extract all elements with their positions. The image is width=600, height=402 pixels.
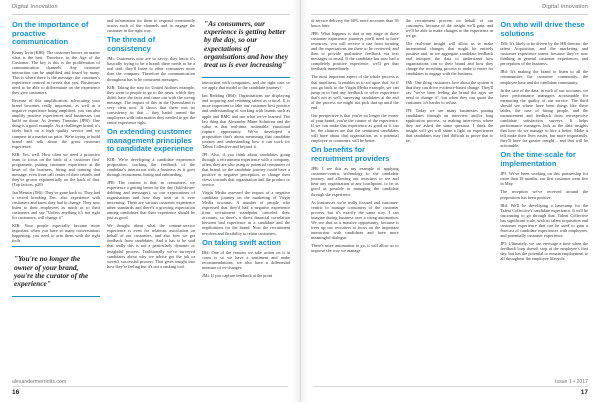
paragraph: IRd: One of the reasons we take action on it in cases is so we have a sentiment and make recommendations, we also have a differential measure of ex-changes. xyxy=(202,250,290,271)
paragraph: Ian Redding (IRd): Organisations are displaying and acquiring and retaining talent as critical. It is more important to take our customer best practice and understanding of working with brands such as apple and BMC and use what we've learned. The last thing that Alexander Mann Solutions and the value is that real-time, actionable, emotional capture opportunity. We've developed a proposition that's about measuring that candidate journey and understanding how it can work for Talent Collective and beyond it. xyxy=(202,93,290,149)
paragraph: KIR: Yes, well. How often we need a proactive team to focus on the back of a 'customer first' programme, putting customer experience at the heart of the business, hiring and training that message, even from call center of their rebirth, and they've grown exponentially on the back of that. (Top factors, p20) xyxy=(12,151,100,187)
paragraph: JMi: One thing customers love about the system is that they can drive evidence-based change. They'll say "we've been feeling the brand the ages we need to change it", but when they can quote the customer, it's harder to refuse. xyxy=(405,79,494,105)
paragraph: the recruitment process on behalf of our customers, because of the insight we'll gain, and we'll be able to make changes to the experience as we go. xyxy=(405,18,494,39)
pull-quote-rule xyxy=(12,246,100,247)
paragraph: Jan Mensin (JMi): They've gone back to. They had a record breaking Dec. also experience with customers and knew they had to change. They now listen to their employees as much as to their customers and say "Unless anything it's not right for customers, will change it". xyxy=(12,190,100,221)
right-columns xyxy=(311,18,588,382)
paragraph: and information for them to respond consistently across each of the channels and to engage the customer in the right way. xyxy=(107,18,195,34)
pull-quote-text: "As consumers, our experience is getting better by the day, so our expectations of organisations and how they treat us is ever increasing" xyxy=(204,19,288,70)
paragraph: The real-time insight will allow us to make incremental changes that might be entirely positive and, as we aggregate candidate feedback and interpret the data to understand how organisations can to their brand and how they change the recruiting process to make it easier for candidates to engage with the business. xyxy=(405,41,494,77)
pull-quote-rule xyxy=(12,296,100,297)
section-heading: On taking swift action xyxy=(202,237,281,247)
right-column-3 xyxy=(500,18,588,382)
paragraph: Our perspective is that you're no longer the owner of your brand, you're the curator of the experience. If we can make that experience as good as it can be, the chances are that the sentiment candidates will have about that organisation, as a potential employee or consumer, will be better. xyxy=(311,112,399,144)
right-column-1 xyxy=(311,18,399,382)
left-column-1 xyxy=(12,18,100,382)
footer-url[interactable]: alexandermerriotts.com xyxy=(12,379,67,385)
paragraph: As businesses we're really focused and customer-centric to manage consumers of the customer process, but it's exactly the same way. I can imagine during business over a rising automation. We see that as a massive opportunity, because it frees up our recruiters at focus on the important interaction with candidates and have more meaningful dialogue. xyxy=(311,199,399,240)
pull-quote-rule xyxy=(202,77,290,78)
paragraph: There's more automation to go, it will allow us to improve the way we manage xyxy=(311,242,399,253)
left-column-2 xyxy=(107,18,195,382)
paragraph: KIR: We're developing a candidate experience proposition, tracking the feedback of the candidate's interaction with a business as it goes through recruitment, hiring and onboarding. xyxy=(107,156,195,177)
running-head-text: Digital Innovation xyxy=(12,4,58,10)
left-columns xyxy=(12,18,290,382)
paragraph: JPI: We've been working on this partnership for more than 18 months, our first customer went live in May. xyxy=(500,171,589,187)
paragraph: The reception we've received around the proposition has been positive. xyxy=(500,189,589,200)
footer-left xyxy=(12,379,288,396)
pull-quote xyxy=(202,18,290,75)
running-head-left xyxy=(12,0,290,15)
paragraph: interaction with companies, and the right care so we apply that model to the candidate journey? xyxy=(202,80,290,91)
paragraph: The most important aspect of the whole process is that timeliness. It enables us to act upon that. So if you go back to the Virgin Media example, we can jump in to find any feedback to solve experience that's not as well, surveying candidates at the end of the process we might not pick that up until the end. xyxy=(311,74,399,110)
paragraph: In the case of the data, in each of our accounts, we have performance managers accountable for measuring the quality of our service. The third should see where have been things like these tables, the case of hiring people, and the measurement and feedback from retrospective candidate satisfaction surveys. It helps performance managers look at the data insights that how do we manage to hire a better. Make it tell make their lives easier, but more importantly, they'll have far greater insight – and that will be actionable. xyxy=(500,87,589,149)
issue-label: Issue 1 • 2017 xyxy=(555,379,588,385)
page-number-left: 16 xyxy=(12,389,20,396)
paragraph: JPI: Today we see many businesses putting candidates through an interview and/or long application process, or making interviews where they are asked the same question. I think the insight will get will shine a light on experiences that candidates may find difficult to prove that to be. xyxy=(405,107,494,144)
spine-shadow xyxy=(292,0,308,402)
paragraph: IRd: It's making the brand to listen to all the communities the customer community, the employee base and the candidate community. xyxy=(500,69,589,85)
paragraph: of service delivery the 60% more accounts than 36 hours later. xyxy=(311,18,399,29)
pull-quote-text: "You're no longer the owner of your brand, you're the curator of the experience" xyxy=(14,254,89,289)
paragraph: We thought about what the content-service experience is even for relations association on behalf of our customers, and also how we get feedback from candidates. And it has to be said that really this is not a particularly dynamic or insightful process. Traditionally we've surveyed candidates about why we advise get the job or weren't successful process. That gives insight into how they're feeling but it's not a ranking tool. xyxy=(107,223,195,269)
paragraph: Virgin Media assessed the impact of a negative candidate journey on the marketing of Virgin Media accounts. A number of people who expressed that they'd had a negative experience from recruitment standpoint canceled their accounts, so there's a direct financial correlation between bad experience as a candidate and the implications for the brand. Now the recruitment revolves and flexibility to retain customers. xyxy=(202,190,290,236)
paragraph: Kenny Irvin (KIR): The customer knows no matter what is the best. Therefore, in the Age of the Customer. The key is this is the proliferation of communication channels. Any customer interaction can be amplified and heard by many. This is where there is the message: the customer's experience centred in tweets that you. Businesses need to be able to differentiate on the experience they give customers. xyxy=(12,49,100,96)
paragraph: JMi: It's likely to be driven by the HR director, the talent Acquisition, and the marketing and customer experience teams, because they've now thinking in general customer experiences, and perceptions of the business. xyxy=(500,41,589,67)
footer-right xyxy=(313,379,588,396)
paragraph: JMi: If you capture feedback at the point xyxy=(202,273,273,279)
paragraph: KIR: Your people especially become more important when you have so many conversations happening, you need to arm them with the right tools xyxy=(12,223,100,244)
pull-quote xyxy=(12,249,100,294)
paragraph: JPI: Also, if you think about candidates going through a recruitment experience with a company, often, they are also using or potential consumers of that brand, so the candidate journey could have a positive or negative perception, or change their views towards that organisation and the product or service. xyxy=(202,151,290,188)
right-page xyxy=(300,0,600,402)
running-head-right xyxy=(311,0,588,15)
paragraph: JPI: Ultimately, we can envisage a time when the feedback loop doesn't stop at the employee's first day, but has the potential to remain employment to all throughout the employee lifecycle. xyxy=(500,240,589,262)
paragraph: JPR: I see this as my example of applying customer-centric technology to the candidate journey, and allowing our recruiters to see and hear any organisation at any touchpoint, to be as good as possible in managing the candidate through the experience. xyxy=(311,166,399,197)
section-heading: On who will drive these solutions xyxy=(500,20,585,38)
section-heading: On the importance of proactive communication xyxy=(12,20,89,47)
paragraph: JPR: The content is that, as consumers, we experience a getting better by the day (fold-down-dobbing and messages), so our expectations of organisations and how they treat us is ever increasing. There are various customer experience other standards and there's a growing expectation among candidates that their experience should be just as good. xyxy=(107,179,195,221)
section-heading: On the time-scale for implementation xyxy=(500,150,576,168)
page-number-right: 17 xyxy=(580,389,588,396)
paragraph: JMi: Customers now are so savvy, they know it's basically trying to be a brand; there needs to be a real trail, they'll listen to other consumers more than the company. Therefore the communication throughout has to be consistent messages. xyxy=(107,56,195,82)
section-heading: On extending customer management principles to candidate experience xyxy=(107,126,194,154)
paragraph: Because of this amplification, advocating your brand becomes really important, as well as a negative experience being amplified, you can also amplify positive experiences and businesses can build on those. As Jeremy Timmins (JPR): One thing is a good example. As a challenger brand, it's fairly built on a high quality service and we compete in a market on price. We're trying to build brand and talk about the great customer experience. xyxy=(12,98,100,149)
section-heading: On benefits for recruitment providers xyxy=(311,145,390,163)
paragraph: IRd: We'll be developing a basecamp for the Talent Collective's candidate experience. It will be fascinating to go through that. Talent Collective has significant scale, with its talent acquisition and customer experience that can be used to gain a forecast of candidate experiences with employees, and potentially customer experience. xyxy=(500,202,589,238)
left-column-3 xyxy=(202,18,290,382)
paragraph: JPR: What happens is that at any stage in those customer experience journeys you'll need to have resources, you will receive a rise from forming and the expectations are there to be reviewed; and then to provide qualitative feedback via text messages or email. If the candidate has now had a completely positive experience, we'll get that feedback immediately. xyxy=(311,31,399,72)
running-head-text: Digital Innovation xyxy=(542,4,588,10)
paragraph: KIR: Taking the step for United Airlines example, they went to people to go to the news, which they didn't have the facts and came out with the wrong message. The impact of this in the Queensland is very clear now. It shows that there was no consistency in that – they hadn't armed the employees with information they needed to get the entire experience right. xyxy=(107,84,195,125)
right-column-2 xyxy=(406,18,494,382)
section-heading: The thread of consistency xyxy=(107,35,156,53)
